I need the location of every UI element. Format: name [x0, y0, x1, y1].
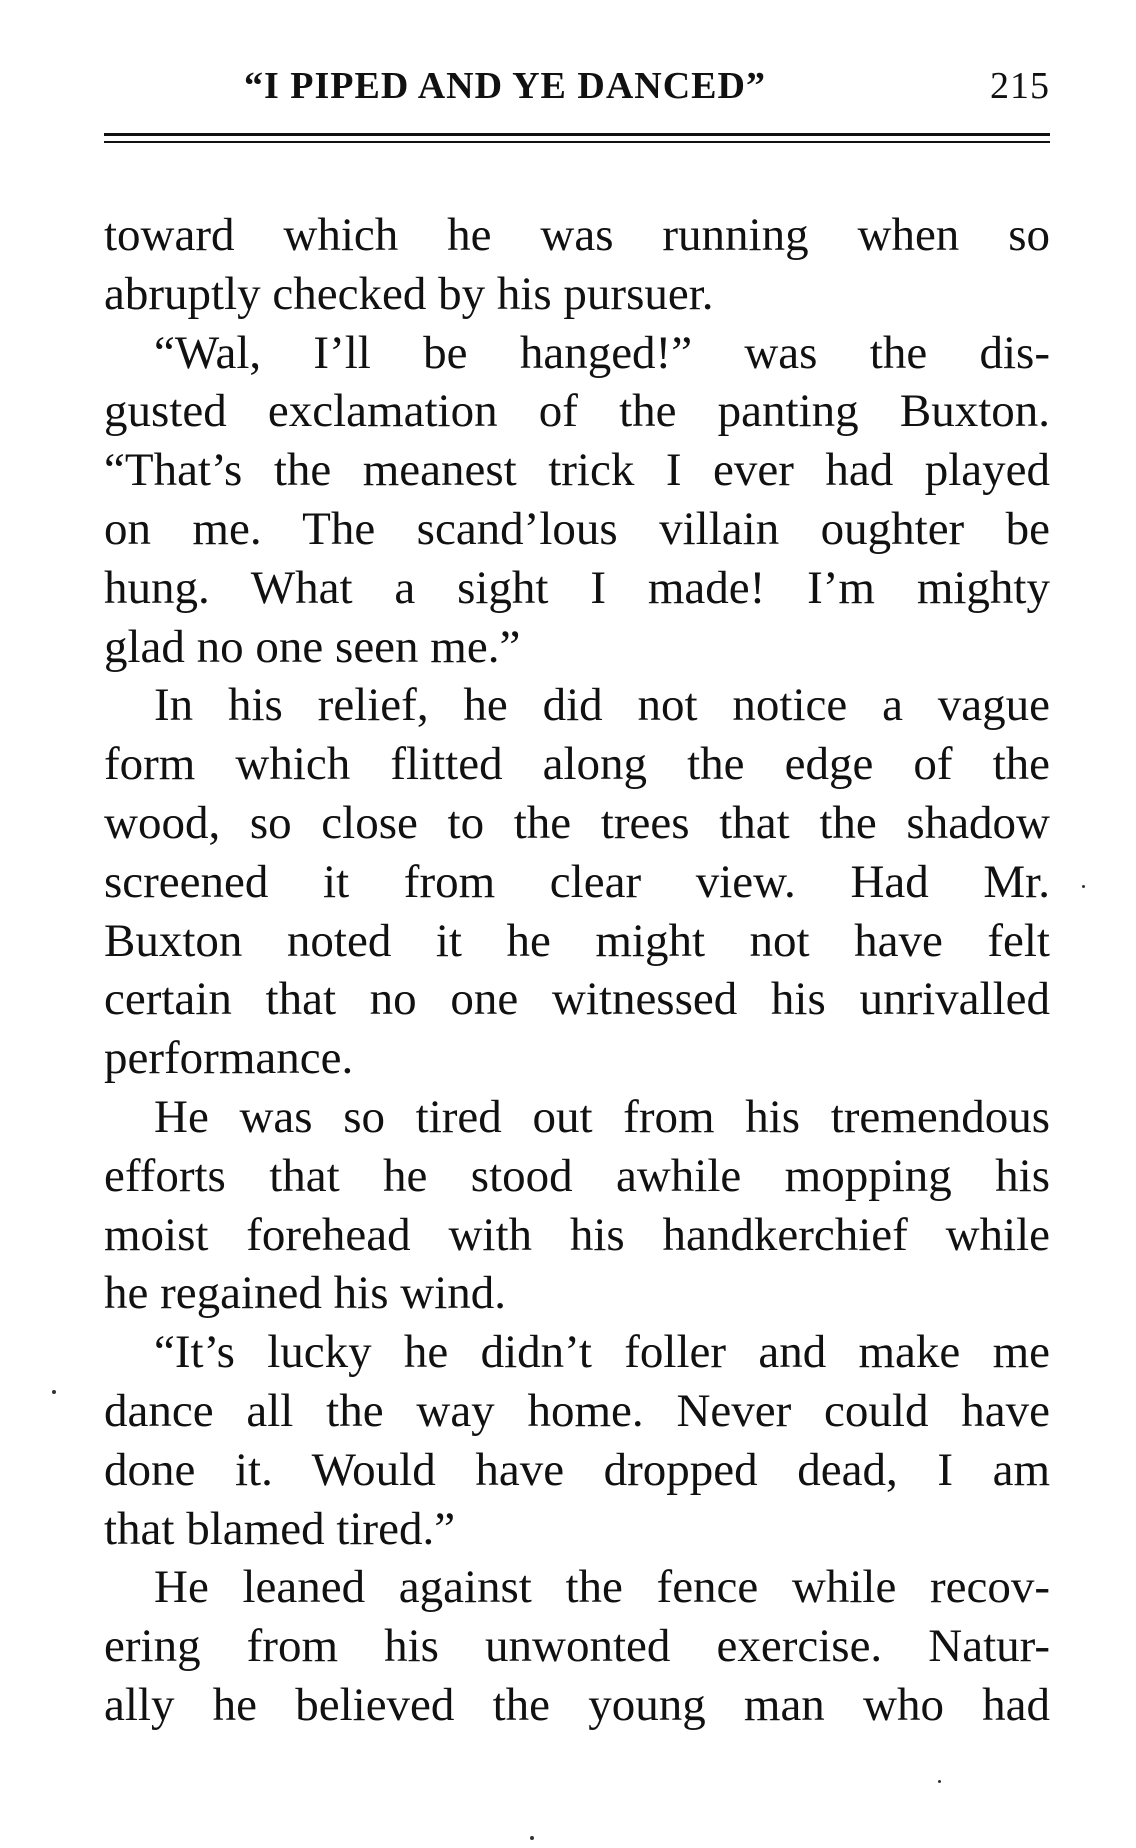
text-line: He was so tired out from his tremendous: [154, 1090, 1050, 1143]
text-line: toward which he was running when so: [104, 209, 1050, 261]
scan-speck: [1082, 885, 1085, 888]
text-line: on me. The scand’lous villain oughter be: [104, 502, 1050, 555]
text-line: performance.: [104, 1032, 354, 1085]
header-rule-bottom: [104, 141, 1050, 143]
text-line: “Wal, I’ll be hanged!” was the dis-: [154, 326, 1050, 379]
scan-speck: [938, 1780, 941, 1783]
header-rule-top: [104, 133, 1050, 136]
text-line: moist forehead with his handkerchief while: [104, 1208, 1050, 1261]
text-line: glad no one seen me.”: [104, 620, 521, 673]
text-line: ering from his unwonted exercise. Natur-: [104, 1620, 1050, 1673]
scan-speck: [530, 1836, 534, 1840]
text-line: dance all the way home. Never could have: [104, 1384, 1050, 1437]
page-number: 215: [990, 65, 1050, 107]
text-line: “It’s lucky he didn’t foller and make me: [154, 1326, 1050, 1379]
scan-speck: [52, 1390, 56, 1394]
running-title: “I PIPED AND YE DANCED”: [244, 65, 766, 107]
text-line: abruptly checked by his pursuer.: [104, 267, 714, 320]
text-line: “That’s the meanest trick I ever had played: [104, 444, 1050, 497]
text-line: hung. What a sight I made! I’m mighty: [104, 561, 1050, 614]
text-line: efforts that he stood awhile mopping his: [104, 1149, 1050, 1202]
text-line: that blamed tired.”: [104, 1502, 456, 1555]
text-line: gusted exclamation of the panting Buxton.: [104, 385, 1050, 438]
page-header: [104, 62, 1050, 118]
text-line: ally he believed the young man who had: [104, 1678, 1050, 1731]
text-line: In his relief, he did not notice a vague: [154, 679, 1050, 732]
text-line: Buxton noted it he might not have felt: [104, 914, 1050, 967]
text-line: certain that no one witnessed his unrivalled: [104, 973, 1050, 1026]
text-line: He leaned against the fence while recov-: [154, 1561, 1050, 1614]
text-line: form which flitted along the edge of the: [104, 738, 1050, 791]
text-line: he regained his wind.: [104, 1267, 507, 1320]
text-line: wood, so close to the trees that the shadow: [104, 796, 1050, 849]
text-line: screened it from clear view. Had Mr.: [104, 855, 1050, 908]
text-line: done it. Would have dropped dead, I am: [104, 1443, 1050, 1496]
body-text: [104, 206, 1050, 1735]
